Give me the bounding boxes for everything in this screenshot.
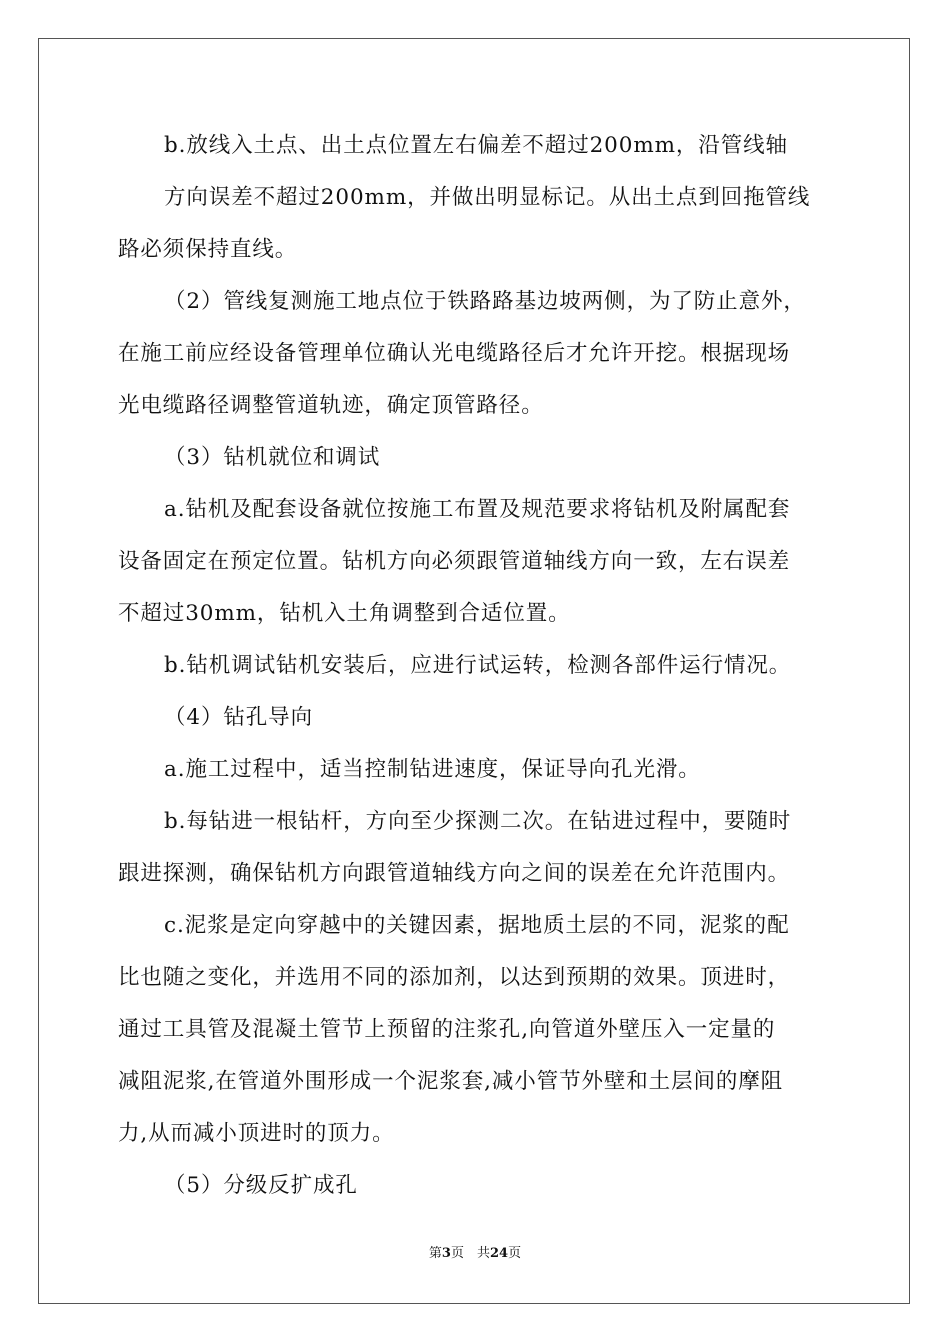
paragraph-line: 力,从而减小顶进时的顶力。 bbox=[118, 1121, 395, 1146]
paragraph-line: c.泥浆是定向穿越中的关键因素，据地质土层的不同，泥浆的配 bbox=[164, 913, 790, 938]
paragraph-line: 比也随之变化，并选用不同的添加剂，以达到预期的效果。顶进时， bbox=[118, 965, 791, 990]
paragraph-line: 减阻泥浆,在管道外围形成一个泥浆套,减小管节外壁和土层间的摩阻 bbox=[118, 1069, 784, 1094]
footer-page-mid: 页 共 bbox=[450, 1246, 490, 1261]
section-heading: （4）钻孔导向 bbox=[164, 705, 313, 730]
footer-current-page: 3 bbox=[441, 1246, 451, 1261]
paragraph-line: 不超过30mm，钻机入土角调整到合适位置。 bbox=[118, 601, 571, 626]
section-heading: （5）分级反扩成孔 bbox=[164, 1173, 358, 1198]
paragraph-line: a.钻机及配套设备就位按施工布置及规范要求将钻机及附属配套 bbox=[164, 497, 791, 522]
section-heading: （3）钻机就位和调试 bbox=[164, 445, 381, 470]
paragraph-line: 方向误差不超过200mm，并做出明显标记。从出土点到回拖管线 bbox=[164, 185, 811, 210]
paragraph-line: 通过工具管及混凝土管节上预留的注浆孔,向管道外壁压入一定量的 bbox=[118, 1017, 776, 1042]
paragraph-line: （2）管线复测施工地点位于铁路路基边坡两侧，为了防止意外， bbox=[164, 289, 806, 314]
paragraph-line: b.每钻进一根钻杆，方向至少探测二次。在钻进过程中，要随时 bbox=[164, 809, 792, 834]
page-footer bbox=[0, 1244, 950, 1264]
paragraph-line: b.放线入土点、出土点位置左右偏差不超过200mm，沿管线轴 bbox=[164, 133, 788, 158]
footer-page-suffix: 页 bbox=[508, 1246, 522, 1261]
footer-total-pages: 24 bbox=[489, 1246, 509, 1261]
paragraph-line: 在施工前应经设备管理单位确认光电缆路径后才允许开挖。根据现场 bbox=[118, 341, 791, 366]
footer-page-prefix: 第 bbox=[428, 1246, 442, 1261]
paragraph-line: b.钻机调试钻机安装后，应进行试运转，检测各部件运行情况。 bbox=[164, 653, 792, 678]
paragraph-line: 设备固定在预定位置。钻机方向必须跟管道轴线方向一致，左右误差 bbox=[118, 549, 791, 574]
paragraph-line: 光电缆路径调整管道轨迹，确定顶管路径。 bbox=[118, 393, 544, 418]
paragraph-line: a.施工过程中，适当控制钻进速度，保证导向孔光滑。 bbox=[164, 757, 701, 782]
paragraph-line: 跟进探测，确保钻机方向跟管道轴线方向之间的误差在允许范围内。 bbox=[118, 861, 791, 886]
paragraph-line: 路必须保持直线。 bbox=[118, 237, 298, 262]
